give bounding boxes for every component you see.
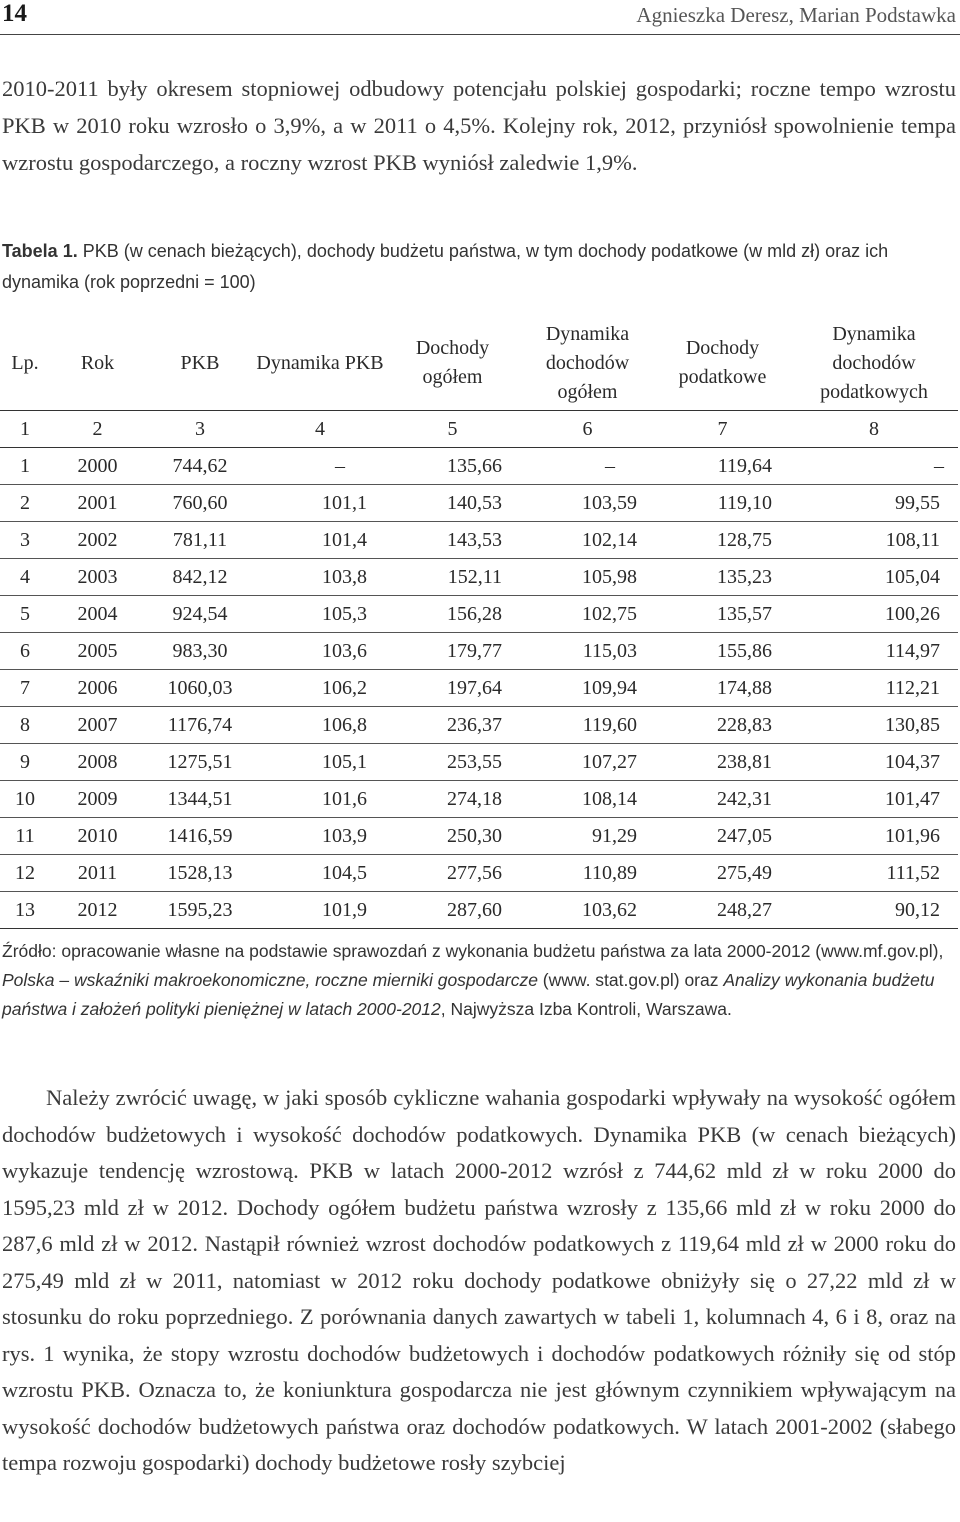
table-cell: 106,8	[255, 707, 385, 744]
table-caption-label: Tabela 1.	[2, 241, 78, 261]
table-cell: 2004	[50, 596, 145, 633]
table-cell: 105,1	[255, 744, 385, 781]
table-cell: 287,60	[385, 892, 520, 929]
table-cell: 1344,51	[145, 781, 255, 818]
table-cell: 103,9	[255, 818, 385, 855]
table-cell: 2003	[50, 559, 145, 596]
table-cell: 8	[0, 707, 50, 744]
table-cell: 101,9	[255, 892, 385, 929]
table-body	[0, 448, 958, 929]
column-number: 2	[50, 411, 145, 448]
table-row	[0, 448, 958, 485]
table-cell: 1275,51	[145, 744, 255, 781]
table-cell: 100,26	[790, 596, 958, 633]
table-cell: 1176,74	[145, 707, 255, 744]
table-cell: 112,21	[790, 670, 958, 707]
table-cell: 135,57	[655, 596, 790, 633]
table-cell: 135,23	[655, 559, 790, 596]
table-caption-text: PKB (w cenach bieżących), dochody budżetu państwa, w tym dochody podatkowe (w mld zł) oraz ich dynamika (rok poprzedni = 100)	[2, 241, 889, 292]
column-header: Dynamika dochodów podatkowych	[790, 316, 958, 411]
table-row	[0, 485, 958, 522]
source-text-2: (www. stat.gov.pl) oraz	[542, 970, 719, 990]
source-text-1: opracowanie własne na podstawie sprawozdań z wykonania budżetu państwa za lata 2000-2012 (www.mf.gov.pl),	[61, 941, 944, 961]
table-cell: 119,10	[655, 485, 790, 522]
table-cell: 103,62	[520, 892, 655, 929]
table-cell: 1416,59	[145, 818, 255, 855]
table-cell: 103,8	[255, 559, 385, 596]
table-row	[0, 744, 958, 781]
table-cell: 143,53	[385, 522, 520, 559]
table-cell: 1595,23	[145, 892, 255, 929]
table-row	[0, 818, 958, 855]
table-cell: 130,85	[790, 707, 958, 744]
table-cell: 275,49	[655, 855, 790, 892]
table-cell: 3	[0, 522, 50, 559]
table-cell: 104,5	[255, 855, 385, 892]
table-cell: 2010	[50, 818, 145, 855]
table-cell: 2002	[50, 522, 145, 559]
table-cell: 228,83	[655, 707, 790, 744]
table-cell: 155,86	[655, 633, 790, 670]
table-cell: 248,27	[655, 892, 790, 929]
table-cell: 107,27	[520, 744, 655, 781]
table-row	[0, 559, 958, 596]
table-cell: 101,6	[255, 781, 385, 818]
table-cell: 90,12	[790, 892, 958, 929]
column-header: Dochody podatkowe	[655, 316, 790, 411]
table-cell: 197,64	[385, 670, 520, 707]
table-head	[0, 316, 958, 448]
column-header: Dochody ogółem	[385, 316, 520, 411]
page-number: 14	[2, 0, 27, 27]
table-cell: 135,66	[385, 448, 520, 485]
body-paragraph: Należy zwrócić uwagę, w jaki sposób cykliczne wahania gospodarki wpływały na wysokość ogółem dochodów budżetowych i wysokość dochodów podatkowych. Dynamika PKB (w cenach bieżących) wykazuje tendencję wzrostową. PKB w latach 2000-2012 wzrósł z 744,62 mld zł w roku 2000 do 1595,23 mld zł w 2012. Dochody ogółem budżetu państwa wzrosły z 135,66 mld zł w roku 2000 do 287,6 mld zł w 2012. Nastąpił również wzrost dochodów podatkowych z 119,64 mld zł w 2000 roku do 275,49 mld zł w 2011, natomiast w 2012 roku dochody podatkowe obniżyły się o 27,22 mld zł w stosunku do roku poprzedniego. Z porównania danych zawartych w tabeli 1, kolumnach 4, 6 i 8, oraz na rys. 1 wynika, że stopy wzrostu dochodów budżetowych i dochodów podatkowych różniły się od stóp wzrostu PKB. Oznacza to, że koniunktura gospodarcza nie jest głównym czynnikiem wpływającym na wysokość dochodów budżetowych państwa oraz dochodów podatkowych. W latach 2001-2002 (słabego tempa rozwoju gospodarki) dochody budżetowe rosły szybciej	[2, 1085, 956, 1475]
header-row	[0, 316, 958, 411]
table-cell: 13	[0, 892, 50, 929]
table-cell: 105,04	[790, 559, 958, 596]
column-number: 3	[145, 411, 255, 448]
table-cell: 140,53	[385, 485, 520, 522]
table-cell: 106,2	[255, 670, 385, 707]
table-cell: 2011	[50, 855, 145, 892]
column-number: 8	[790, 411, 958, 448]
column-number: 1	[0, 411, 50, 448]
table-cell: 108,14	[520, 781, 655, 818]
table-cell: 2009	[50, 781, 145, 818]
table-cell: 101,4	[255, 522, 385, 559]
table-cell: –	[255, 448, 385, 485]
table-cell: 128,75	[655, 522, 790, 559]
table-cell: 102,14	[520, 522, 655, 559]
table-cell: 101,47	[790, 781, 958, 818]
table-cell: 7	[0, 670, 50, 707]
table-cell: 2001	[50, 485, 145, 522]
table-row	[0, 892, 958, 929]
table-cell: 101,96	[790, 818, 958, 855]
table-cell: 91,29	[520, 818, 655, 855]
table-cell: 101,1	[255, 485, 385, 522]
source-note	[2, 937, 956, 1024]
running-head-authors: Agnieszka Deresz, Marian Podstawka	[636, 3, 956, 27]
table-cell: 238,81	[655, 744, 790, 781]
source-title-1: Polska – wskaźniki makroekonomiczne, roczne mierniki gospodarcze	[2, 970, 538, 990]
source-title-2: Analizy wykonania budżetu państwa i założeń polityki pieniężnej w latach 2000-2012	[2, 970, 935, 1019]
column-number: 7	[655, 411, 790, 448]
table-cell: 103,59	[520, 485, 655, 522]
table-cell: 110,89	[520, 855, 655, 892]
table-cell: 12	[0, 855, 50, 892]
table-cell: 11	[0, 818, 50, 855]
table-row	[0, 596, 958, 633]
table-cell: 105,98	[520, 559, 655, 596]
intro-paragraph: 2010-2011 były okresem stopniowej odbudowy potencjału polskiej gospodarki; roczne tempo wzrostu PKB w 2010 roku wzrosło o 3,9%, a w 2011 o 4,5%. Kolejny rok, 2012, przyniósł spowolnienie tempa wzrostu gospodarczego, a roczny wzrost PKB wyniósł zaledwie 1,9%.	[2, 76, 956, 175]
table-cell: 2008	[50, 744, 145, 781]
table-cell: 2006	[50, 670, 145, 707]
table-cell: 115,03	[520, 633, 655, 670]
table-cell: 103,6	[255, 633, 385, 670]
table-cell: 983,30	[145, 633, 255, 670]
table-cell: 924,54	[145, 596, 255, 633]
column-header: Lp.	[0, 316, 50, 411]
table-cell: 760,60	[145, 485, 255, 522]
table-cell: 2007	[50, 707, 145, 744]
table-cell: 108,11	[790, 522, 958, 559]
table-cell: –	[520, 448, 655, 485]
table-cell: 156,28	[385, 596, 520, 633]
table-row	[0, 522, 958, 559]
table-cell: 253,55	[385, 744, 520, 781]
column-header: Dynamika dochodów ogółem	[520, 316, 655, 411]
table-cell: 1528,13	[145, 855, 255, 892]
table-cell: 111,52	[790, 855, 958, 892]
table-cell: 6	[0, 633, 50, 670]
table-row	[0, 781, 958, 818]
table-cell: 247,05	[655, 818, 790, 855]
table-cell: 5	[0, 596, 50, 633]
table-cell: 152,11	[385, 559, 520, 596]
table-cell: 2000	[50, 448, 145, 485]
table-row	[0, 855, 958, 892]
table-cell: 781,11	[145, 522, 255, 559]
table-cell: 842,12	[145, 559, 255, 596]
table-cell: 9	[0, 744, 50, 781]
column-header: Dynamika PKB	[255, 316, 385, 411]
table-cell: 250,30	[385, 818, 520, 855]
column-header: Rok	[50, 316, 145, 411]
table-cell: 4	[0, 559, 50, 596]
table-cell: 109,94	[520, 670, 655, 707]
column-number: 6	[520, 411, 655, 448]
table-cell: 102,75	[520, 596, 655, 633]
table-cell: 277,56	[385, 855, 520, 892]
table-cell: 104,37	[790, 744, 958, 781]
table-cell: 236,37	[385, 707, 520, 744]
table-row	[0, 670, 958, 707]
table-cell: 114,97	[790, 633, 958, 670]
table-cell: 119,60	[520, 707, 655, 744]
table-row	[0, 633, 958, 670]
table-cell: 2005	[50, 633, 145, 670]
column-number: 4	[255, 411, 385, 448]
table-cell: 105,3	[255, 596, 385, 633]
table-cell: 174,88	[655, 670, 790, 707]
column-number: 5	[385, 411, 520, 448]
table-cell: 274,18	[385, 781, 520, 818]
column-number-row	[0, 411, 958, 448]
table-cell: 744,62	[145, 448, 255, 485]
table-cell: –	[790, 448, 958, 485]
column-header: PKB	[145, 316, 255, 411]
source-text-3: , Najwyższa Izba Kontroli, Warszawa.	[440, 999, 732, 1019]
page-header	[0, 0, 960, 35]
table-cell: 99,55	[790, 485, 958, 522]
source-label: Źródło:	[2, 941, 57, 961]
table-cell: 1060,03	[145, 670, 255, 707]
table-cell: 2	[0, 485, 50, 522]
table-cell: 10	[0, 781, 50, 818]
table-cell: 1	[0, 448, 50, 485]
table-caption	[2, 236, 952, 298]
table-cell: 179,77	[385, 633, 520, 670]
table-row	[0, 707, 958, 744]
table-cell: 119,64	[655, 448, 790, 485]
table-cell: 242,31	[655, 781, 790, 818]
table-cell: 2012	[50, 892, 145, 929]
data-table	[0, 316, 958, 929]
